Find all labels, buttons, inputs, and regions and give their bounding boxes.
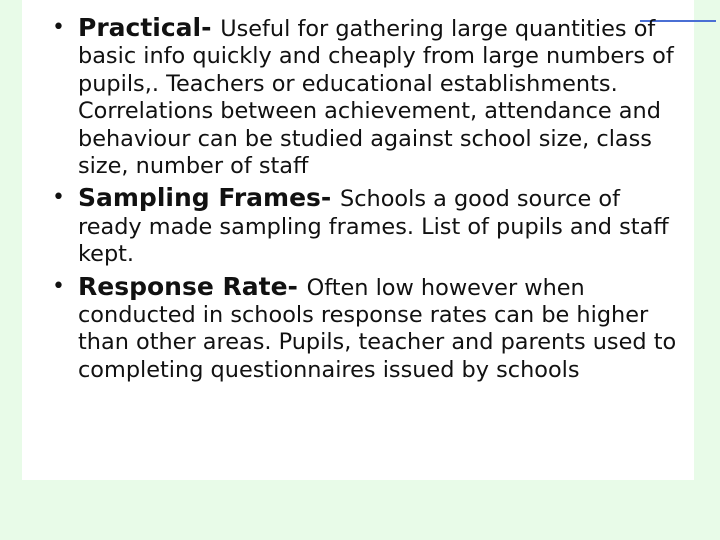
- slide-panel: [22, 0, 694, 480]
- bullet-sampling-frames: [50, 184, 690, 268]
- bullet-list: [50, 14, 690, 388]
- bullet-practical: [50, 14, 690, 180]
- bullet-term: Sampling Frames-: [78, 183, 340, 213]
- bullet-text: Often low however when conducted in schools response rates can be higher than other areas. Pupils, teacher and parents used to completing questionnaires issued by schools: [78, 274, 677, 383]
- bullet-dot-icon: •: [52, 185, 65, 211]
- bullet-dot-icon: •: [52, 15, 65, 40]
- bullet-response-rate: [50, 273, 690, 385]
- bullet-term: Response Rate-: [78, 271, 307, 301]
- bullet-text: Schools a good source of ready made sampling frames. List of pupils and staff kept.: [78, 186, 669, 268]
- bullet-term: Practical-: [78, 13, 221, 42]
- bullet-text: Useful for gathering large quantities of basic info quickly and cheaply from large numbers of pupils,. Teachers or educational establishments. Correlations between achievement, attendance and behaviour can be studied against school size, class size, number of staff: [78, 16, 674, 180]
- bullet-dot-icon: •: [52, 273, 65, 299]
